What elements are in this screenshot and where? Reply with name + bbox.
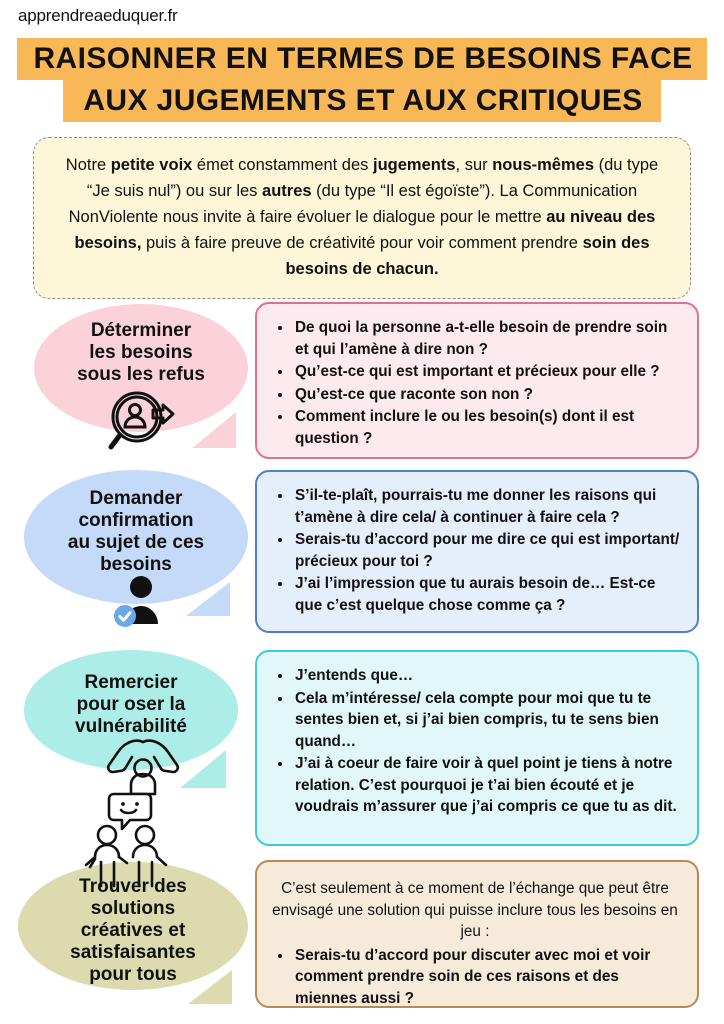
step-2-label-line-2: confirmation	[78, 510, 194, 531]
page-title-line-1: RAISONNER EN TERMES DE BESOINS FACE	[17, 38, 706, 80]
list-item: • Serais-tu d’accord pour discuter avec moi et voir comment prendre soin de ces raisons et des miennes aussi ?	[293, 945, 681, 1010]
step-4-label-line-4: satisfaisantes	[70, 942, 196, 963]
list-item: • J’ai l’impression que tu aurais besoin de… Est-ce que c’est quelque chose comme ça ?	[293, 573, 681, 616]
speech-tail-2	[176, 582, 230, 616]
step-3-label-line-2: pour oser la	[76, 694, 186, 715]
step-4-label-line-1: Trouver des	[79, 876, 187, 897]
page-title-line-2: AUX JUGEMENTS ET AUX CRITIQUES	[63, 80, 660, 122]
step-2-label-line-3: au sujet de ces	[67, 532, 205, 553]
step-row-2	[0, 470, 724, 635]
step-4-bullet-list	[269, 945, 681, 1010]
intro-paragraph	[33, 137, 691, 299]
step-2-label-line-4: besoins	[100, 554, 172, 575]
list-item: • S’il-te-plaît, pourrais-tu me donner les raisons qui t’amène à dire cela/ à continuer à faire cela ?	[293, 485, 681, 528]
step-3-label-line-3: vulnérabilité	[75, 716, 187, 737]
person-verified-icon	[112, 574, 168, 635]
list-item: • Cela m’intéresse/ cela compte pour moi que tu te sentes bien et, si j’ai bien compris, tu te sens bien quand…	[293, 688, 681, 753]
intro-text: Notre petite voix émet constamment des jugements, sur nous-mêmes (du type “Je suis nul”) ou sur les autres (du type “Il est égoïste”). La Communication NonViolente nous invite à faire évoluer le dialogue pour le mettre au niveau des besoins, puis à faire preuve de créativité pour voir comment prendre soin des besoins de chacun.	[65, 156, 659, 278]
step-1-bullet-list	[269, 317, 681, 449]
step-row-1	[0, 300, 724, 465]
list-item: • J’entends que…	[293, 665, 681, 687]
step-panel-2	[255, 470, 699, 633]
speech-tail-1	[182, 412, 236, 448]
list-item: • Comment inclure le ou les besoin(s) dont il est question ?	[293, 406, 681, 449]
magnifier-person-icon	[108, 390, 178, 459]
step-1-label-line-1: Déterminer	[90, 320, 192, 341]
step-4-label-line-5: pour tous	[89, 964, 177, 985]
step-4-label-line-3: créatives et	[80, 920, 186, 941]
step-2-bullet-list	[269, 485, 681, 616]
two-people-smiley-icon	[74, 790, 180, 899]
list-item: • De quoi la personne a-t-elle besoin de prendre soin et qui l’amène à dire non ?	[293, 317, 681, 360]
step-row-4	[0, 790, 724, 1015]
step-panel-4	[255, 860, 699, 1008]
step-bubble-1	[34, 304, 248, 432]
step-3-label-line-1: Remercier	[84, 672, 178, 693]
list-item: • Qu’est-ce que raconte son non ?	[293, 384, 681, 406]
list-item: • Serais-tu d’accord pour me dire ce qui est important/ précieux pour toi ?	[293, 529, 681, 572]
step-panel-1	[255, 302, 699, 459]
step-4-lead-text: C’est seulement à ce moment de l’échange que peut être envisagé une solution qui puisse inclure tous les besoins en jeu :	[272, 880, 678, 940]
list-item: • Qu’est-ce qui est important et précieux pour elle ?	[293, 361, 681, 383]
step-1-label-line-3: sous les refus	[77, 364, 205, 385]
step-1-label-line-2: les besoins	[89, 342, 193, 363]
step-bubble-2	[24, 470, 248, 604]
step-2-label-line-1: Demander	[89, 488, 183, 509]
step-bubble-3	[24, 650, 238, 770]
list-item: • J’ai à coeur de faire voir à quel point je tiens à notre relation. C’est pourquoi je t’ai bien écouté et je voudrais m’assurer que j’ai compris ce que tu as dit.	[293, 753, 681, 818]
site-credit: apprendreaeduquer.fr	[18, 6, 178, 25]
step-4-label-line-2: solutions	[90, 898, 176, 919]
page-title	[0, 38, 724, 122]
